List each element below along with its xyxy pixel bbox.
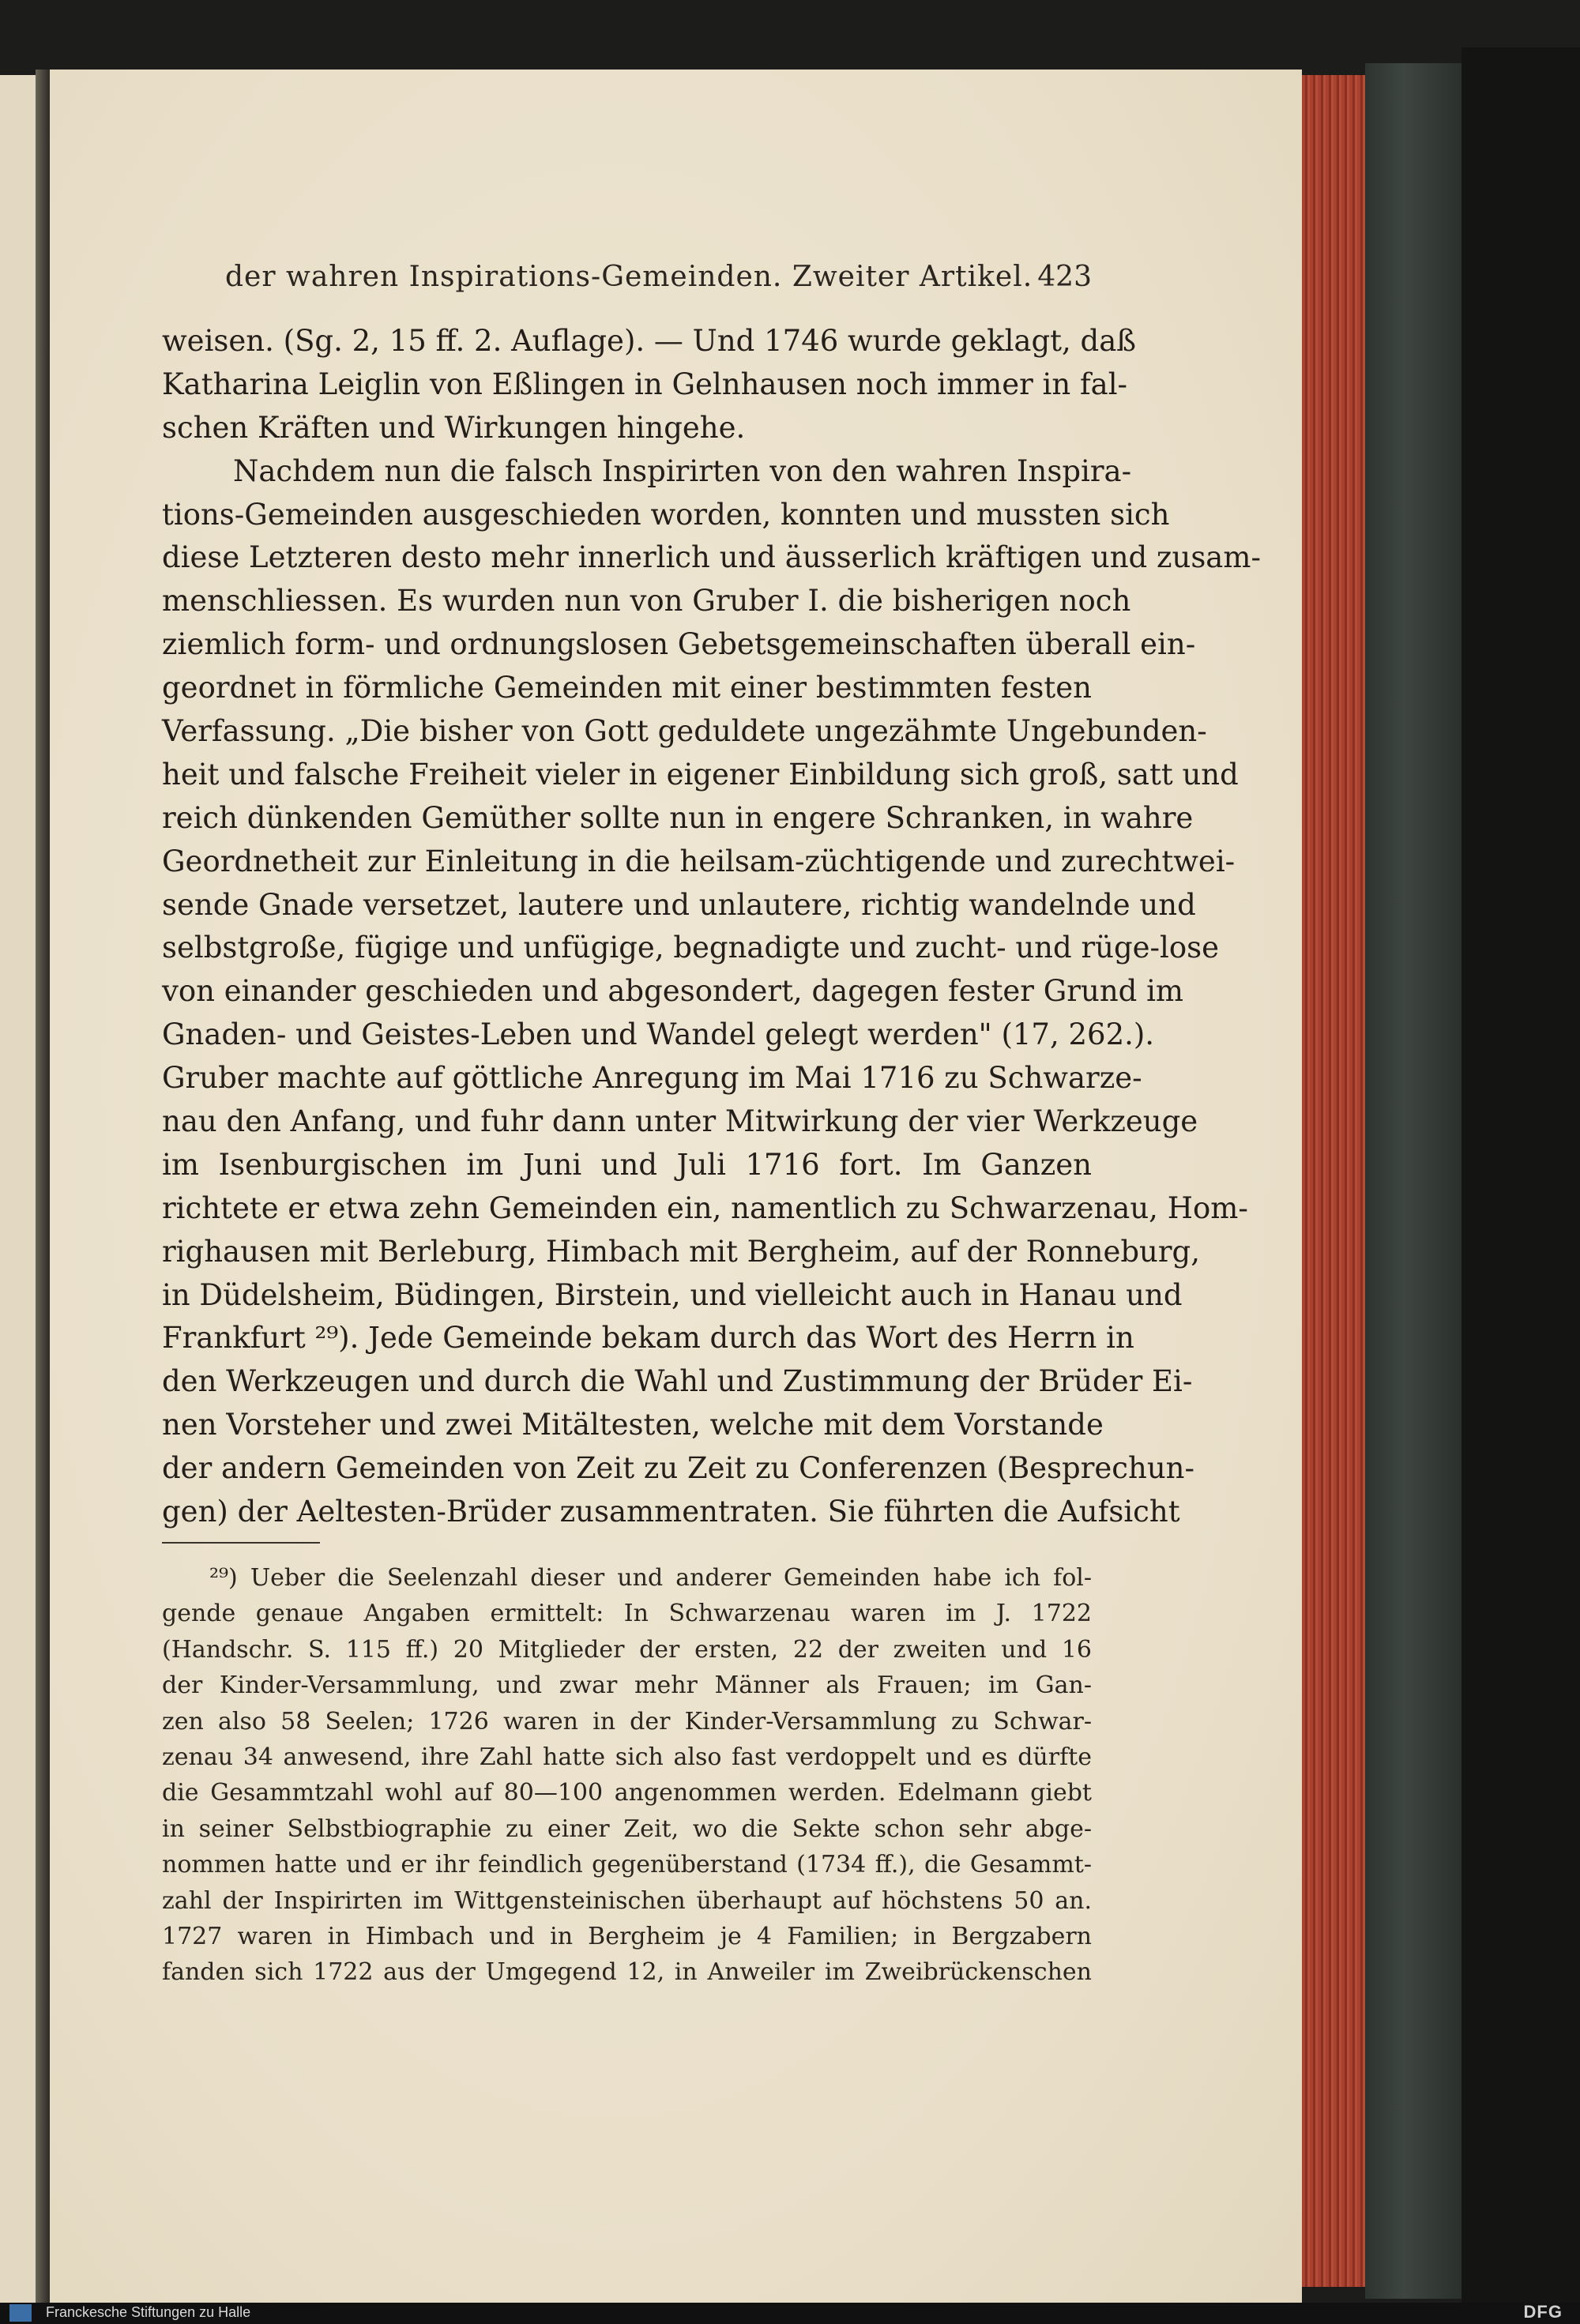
footnote-line: in seiner Selbstbiographie zu einer Zeit, wo die Sekte schon sehr abge-: [162, 1814, 1092, 1843]
footer-institution: Franckesche Stiftungen zu Halle: [46, 2304, 251, 2320]
body-line: reich dünkenden Gemüther sollte nun in engere Schranken, in wahre: [162, 800, 1194, 835]
body-line: Nachdem nun die falsch Inspirirten von den wahren Inspira-: [233, 453, 1132, 488]
body-line: in Düdelsheim, Büdingen, Birstein, und vielleicht auch in Hanau und: [162, 1277, 1183, 1312]
body-line: righausen mit Berleburg, Himbach mit Bergheim, auf der Ronneburg,: [162, 1234, 1200, 1269]
footnote-line: (Handschr. S. 115 ff.) 20 Mitglieder der ersten, 22 der zweiten und 16: [162, 1635, 1092, 1664]
footnote-line: der Kinder-Versammlung, und zwar mehr Männer als Frauen; im Gan-: [162, 1672, 1092, 1700]
footnote-rule: [162, 1542, 320, 1544]
book-gutter: [36, 70, 50, 2305]
footnote-line: zahl der Inspirirten im Wittgensteinischen überhaupt auf höchstens 50 an.: [162, 1886, 1092, 1915]
body-line: heit und falsche Freiheit vieler in eigener Einbildung sich groß, satt und: [162, 757, 1239, 792]
body-line: Gnaden- und Geistes-Leben und Wandel gelegt werden" (17, 262.).: [162, 1017, 1155, 1052]
body-line: gen) der Aeltesten-Brüder zusammentraten. Sie führten die Aufsicht: [162, 1495, 1180, 1529]
page-edges: [1302, 75, 1365, 2287]
body-line: den Werkzeugen und durch die Wahl und Zustimmung der Brüder Ei-: [162, 1364, 1193, 1399]
body-line: Verfassung. „Die bisher von Gott geduldete ungezähmte Ungebunden-: [162, 714, 1207, 749]
body-line: im Isenburgischen im Juni und Juli 1716 fort. Im Ganzen: [162, 1147, 1092, 1182]
body-line: Frankfurt ²⁹). Jede Gemeinde bekam durch das Wort des Herrn in: [162, 1321, 1134, 1356]
body-line: diese Letzteren desto mehr innerlich und äusserlich kräftigen und zusam-: [162, 540, 1261, 575]
book-cover-spine: [1365, 63, 1462, 2299]
footnote-line: nommen hatte und er ihr feindlich gegenüberstand (1734 ff.), die Gesammt-: [162, 1851, 1092, 1879]
body-line: weisen. (Sg. 2, 15 ff. 2. Auflage). — Und 1746 wurde geklagt, daß: [162, 324, 1137, 358]
body-line: richtete er etwa zehn Gemeinden ein, namentlich zu Schwarzenau, Hom-: [162, 1190, 1248, 1225]
body-line: nau den Anfang, und fuhr dann unter Mitwirkung der vier Werkzeuge: [162, 1104, 1198, 1139]
running-title: der wahren Inspirations-Gemeinden. Zweiter Artikel.: [225, 261, 1033, 293]
book-cover-board: [1462, 47, 1580, 2307]
body-line: Gruber machte auf göttliche Anregung im Mai 1716 zu Schwarze-: [162, 1061, 1142, 1096]
body-line: von einander geschieden und abgesondert, dagegen fester Grund im: [162, 974, 1184, 1009]
page-number: 423: [1037, 261, 1092, 293]
body-line: geordnet in förmliche Gemeinden mit einer bestimmten festen: [162, 671, 1092, 705]
body-line: tions-Gemeinden ausgeschieden worden, konnten und mussten sich: [162, 497, 1170, 532]
footnote-line: ²⁹) Ueber die Seelenzahl dieser und anderer Gemeinden habe ich fol-: [209, 1564, 1092, 1592]
body-line: Katharina Leiglin von Eßlingen in Gelnhausen noch immer in fal-: [162, 367, 1128, 401]
footnote-line: zen also 58 Seelen; 1726 waren in der Kinder-Versammlung zu Schwar-: [162, 1707, 1092, 1735]
footnotes: [162, 1560, 1092, 1991]
body-line: menschliessen. Es wurden nun von Gruber I. die bisherigen noch: [162, 584, 1131, 619]
footnote-line: die Gesammtzahl wohl auf 80—100 angenommen werden. Edelmann giebt: [162, 1779, 1092, 1807]
body-line: der andern Gemeinden von Zeit zu Zeit zu Conferenzen (Besprechun-: [162, 1451, 1195, 1486]
body-line: Geordnetheit zur Einleitung in die heilsam-züchtigende und zurechtwei-: [162, 844, 1236, 878]
footnote-line: 1727 waren in Himbach und in Bergheim je 4 Familien; in Bergzabern: [162, 1922, 1092, 1950]
body-line: schen Kräften und Wirkungen hingehe.: [162, 410, 746, 445]
body-line: selbstgroße, fügige und unfügige, begnadigte und zucht- und rüge-lose: [162, 931, 1220, 965]
footnote-line: gende genaue Angaben ermittelt: In Schwarzenau waren im J. 1722: [162, 1600, 1092, 1628]
dfg-logo: DFG: [1523, 2302, 1563, 2322]
institution-logo-icon: [9, 2304, 32, 2322]
footnote-line: fanden sich 1722 aus der Umgegend 12, in Anweiler im Zweibrückenschen: [162, 1958, 1092, 1987]
running-header: [225, 261, 1092, 300]
body-line: nen Vorsteher und zwei Mitältesten, welche mit dem Vorstande: [162, 1408, 1104, 1442]
body-text: [162, 320, 1261, 1534]
footnote-line: zenau 34 anwesend, ihre Zahl hatte sich also fast verdoppelt und es dürfte: [162, 1743, 1092, 1771]
left-page-edge: [0, 75, 36, 2303]
body-line: sende Gnade versetzet, lautere und unlautere, richtig wandelnde und: [162, 887, 1196, 922]
body-line: ziemlich form- und ordnungslosen Gebetsgemeinschaften überall ein-: [162, 627, 1196, 662]
